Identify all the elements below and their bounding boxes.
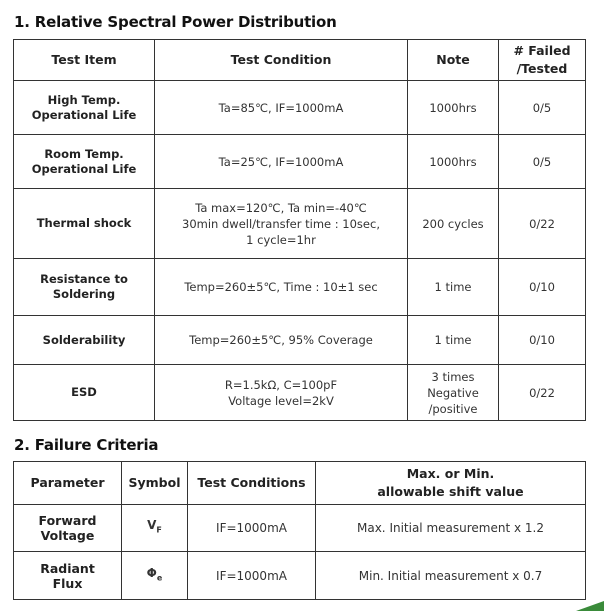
test-item: Resistance to Soldering	[14, 259, 155, 316]
failure-criteria-table	[13, 461, 586, 600]
table-row	[14, 259, 586, 316]
test-conditions: IF=1000mA	[188, 505, 316, 552]
table-row	[14, 505, 586, 552]
test-conditions: IF=1000mA	[188, 552, 316, 600]
test-item: Room Temp. Operational Life	[14, 135, 155, 189]
table-row	[14, 365, 586, 421]
test-item: ESD	[14, 365, 155, 421]
section2-title: 2. Failure Criteria	[14, 436, 159, 454]
table-row	[14, 552, 586, 600]
header-symbol: Symbol	[122, 462, 188, 505]
test-condition: Temp=260±5℃, 95% Coverage	[155, 316, 408, 365]
header-shift-value: Max. or Min. allowable shift value	[316, 462, 586, 505]
symbol: $V_F$	[122, 505, 188, 552]
test-item: High Temp. Operational Life	[14, 81, 155, 135]
failed-tested: 0/22	[499, 365, 586, 421]
parameter: Forward Voltage	[14, 505, 122, 552]
failed-tested: 0/5	[499, 135, 586, 189]
table-header-row	[14, 462, 586, 505]
test-note: 3 times Negative /positive	[408, 365, 499, 421]
test-item: Thermal shock	[14, 189, 155, 259]
header-failed-tested: # Failed /Tested	[499, 40, 586, 81]
test-condition: Ta max=120℃, Ta min=-40℃ 30min dwell/transfer time : 10sec, 1 cycle=1hr	[155, 189, 408, 259]
section1-title: 1. Relative Spectral Power Distribution	[14, 13, 337, 31]
header-test-item: Test Item	[14, 40, 155, 81]
header-note: Note	[408, 40, 499, 81]
shift-value: Max. Initial measurement x 1.2	[316, 505, 586, 552]
corner-accent	[576, 601, 604, 611]
failed-tested: 0/22	[499, 189, 586, 259]
table-row	[14, 135, 586, 189]
header-test-conditions: Test Conditions	[188, 462, 316, 505]
test-note: 1 time	[408, 259, 499, 316]
table-header-row	[14, 40, 586, 81]
test-condition: R=1.5kΩ, C=100pF Voltage level=2kV	[155, 365, 408, 421]
shift-value: Min. Initial measurement x 0.7	[316, 552, 586, 600]
failed-tested: 0/10	[499, 259, 586, 316]
test-note: 1000hrs	[408, 81, 499, 135]
header-parameter: Parameter	[14, 462, 122, 505]
reliability-test-table	[13, 39, 586, 421]
test-note: 200 cycles	[408, 189, 499, 259]
table-row	[14, 189, 586, 259]
test-condition: Temp=260±5℃, Time : 10±1 sec	[155, 259, 408, 316]
failed-tested: 0/10	[499, 316, 586, 365]
table-row	[14, 316, 586, 365]
symbol: $\Phi_e$	[122, 552, 188, 600]
test-condition: Ta=85℃, IF=1000mA	[155, 81, 408, 135]
header-test-condition: Test Condition	[155, 40, 408, 81]
parameter: Radiant Flux	[14, 552, 122, 600]
test-item: Solderability	[14, 316, 155, 365]
test-note: 1 time	[408, 316, 499, 365]
failed-tested: 0/5	[499, 81, 586, 135]
test-condition: Ta=25℃, IF=1000mA	[155, 135, 408, 189]
table-row	[14, 81, 586, 135]
test-note: 1000hrs	[408, 135, 499, 189]
